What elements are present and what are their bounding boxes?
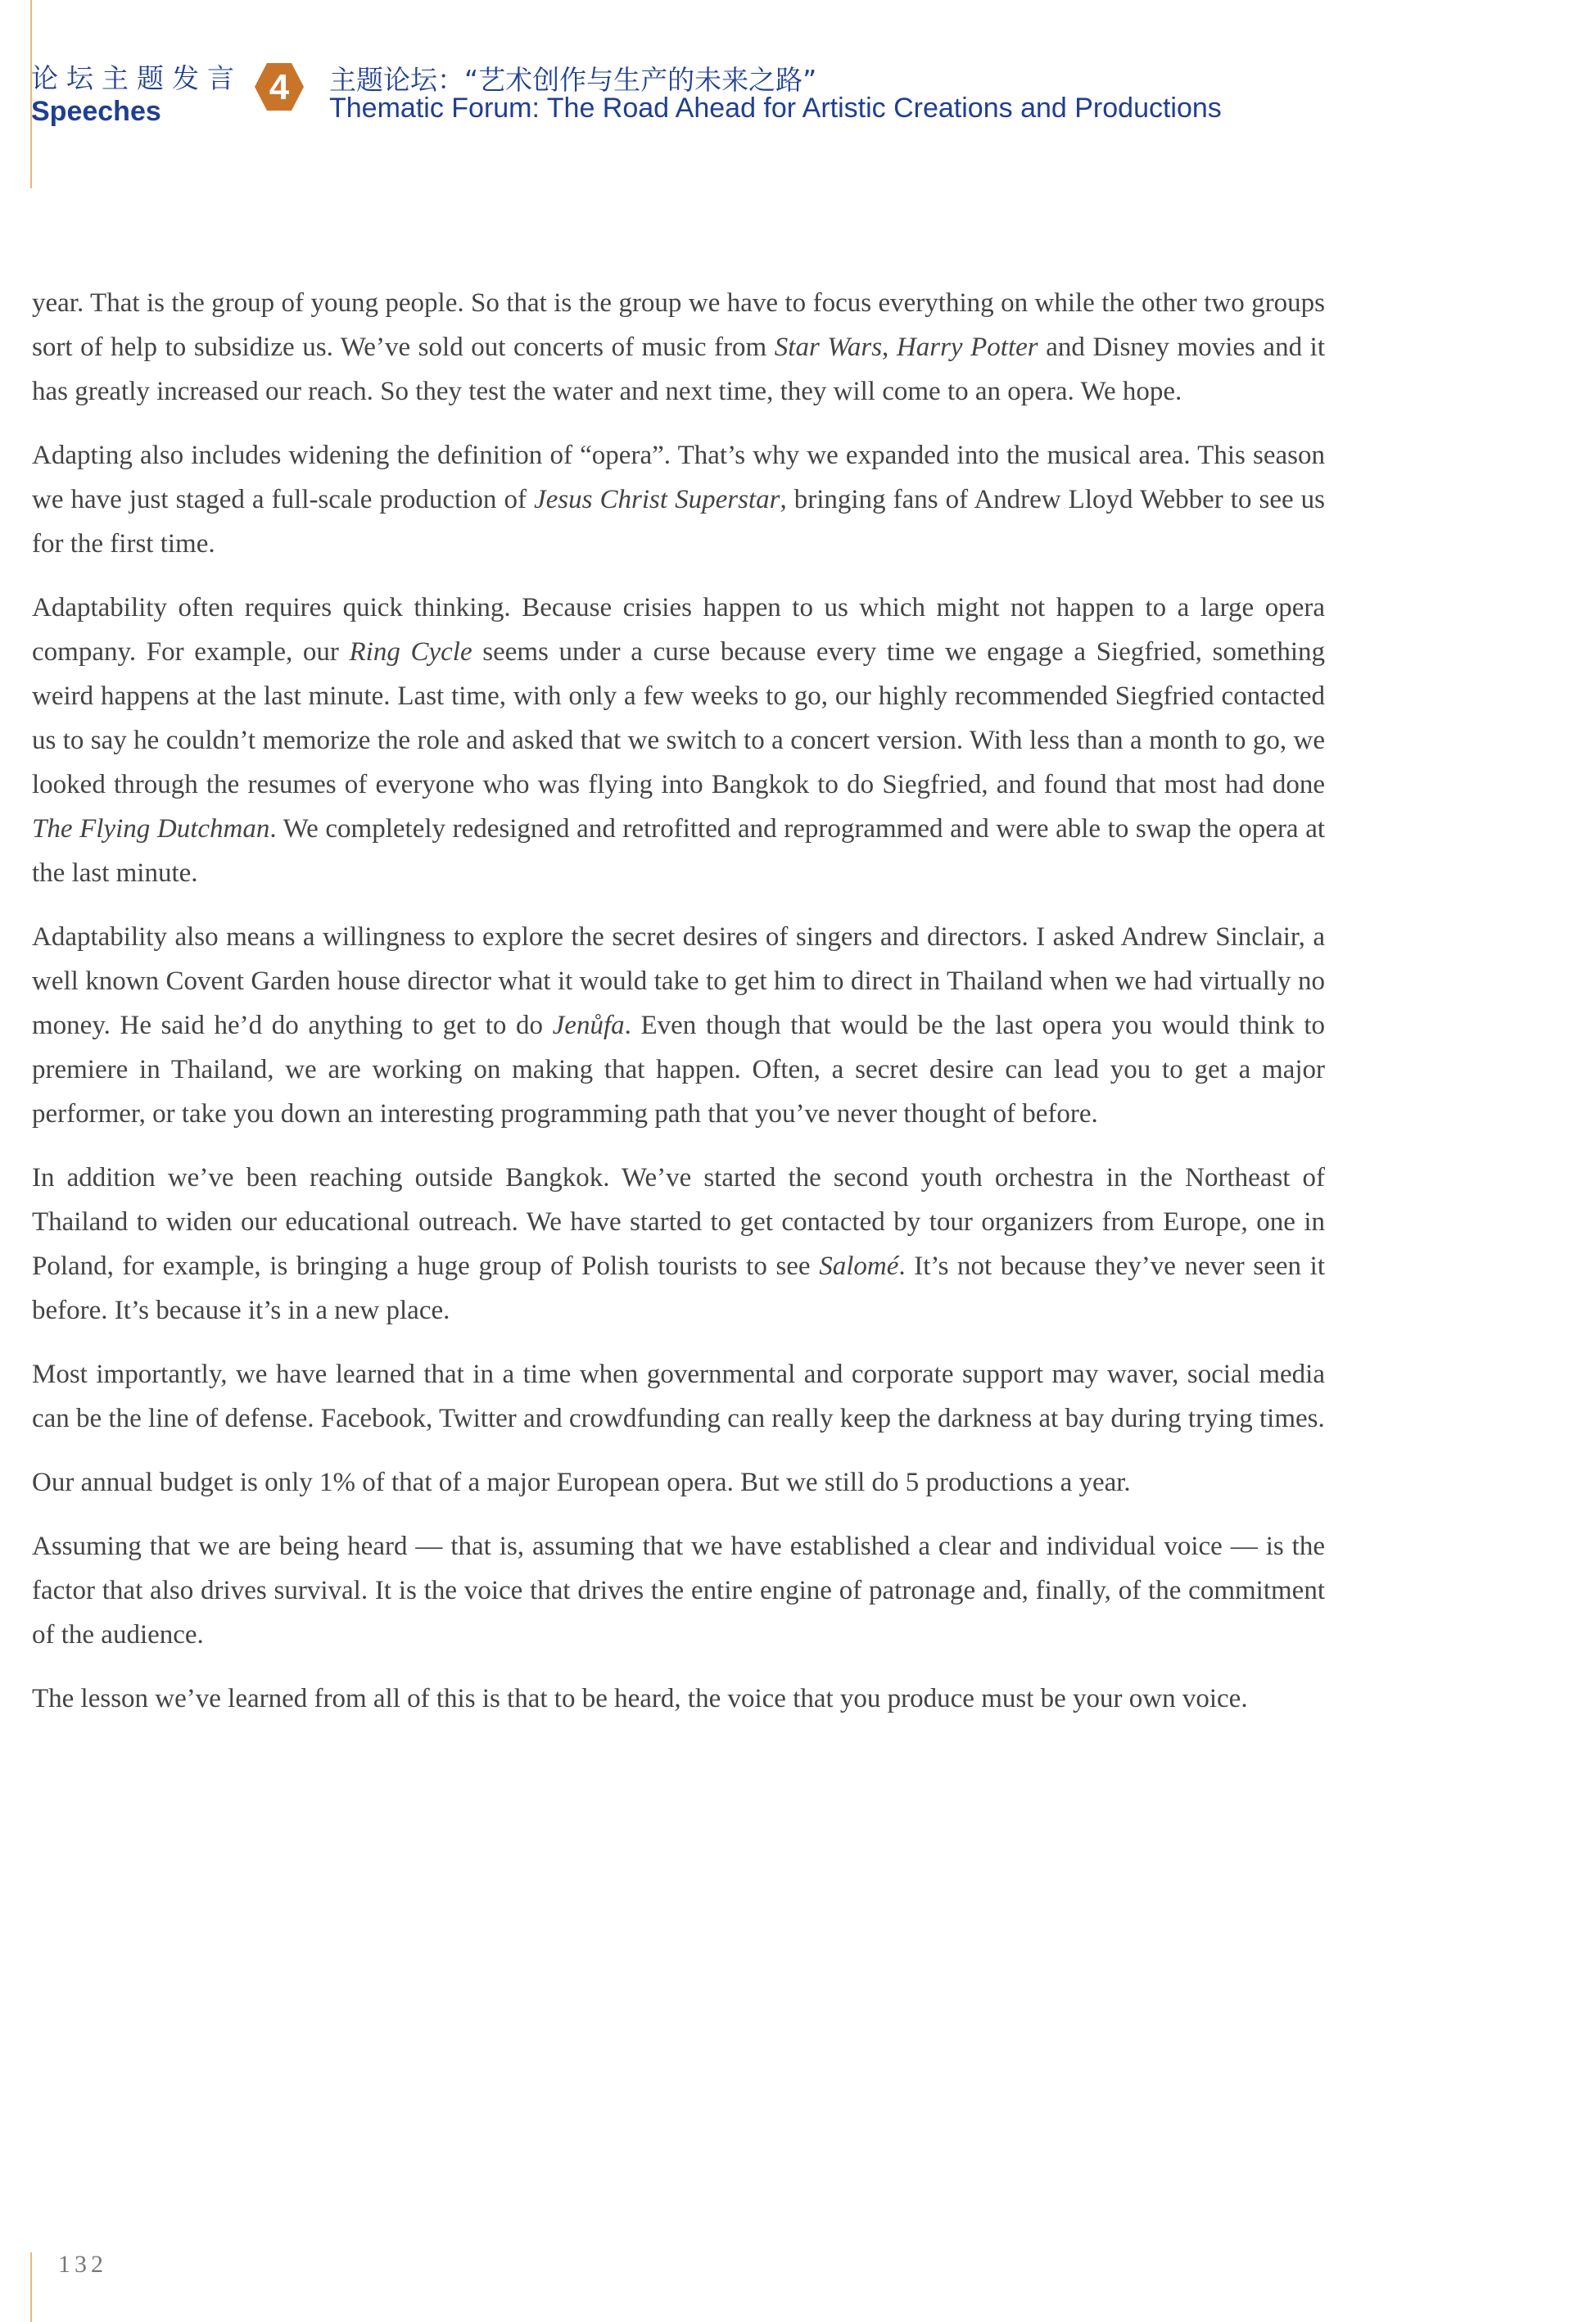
- work-title-italic: Jesus Christ Superstar: [533, 485, 780, 514]
- paragraph-text: seems under a curse because every time we engage a Siegfried, something weird happens at the last minute. Last time, with only a few weeks to go, our highly recommended Siegfried contacted us to say he couldn’t memorize the role and asked that we switch to a concert version. With less than a month to go, we looked through the resumes of everyone who was flying into Bangkok to do Siegfried, and found that most had done: [32, 637, 1325, 799]
- body-paragraph: [32, 915, 1325, 1136]
- paragraph-text: In addition we’ve been reaching outside Bangkok. We’ve started the second youth orchestra in the Northeast of Thailand to widen our educational outreach. We have started to get contacted by tour organizers from Europe, one in Poland, for example, is bringing a huge group of Polish tourists to see: [32, 1163, 1325, 1281]
- paragraph-text: Adaptability also means a willingness to explore the secret desires of singers and directors. I asked Andrew Sinclair, a well known Covent Garden house director what it would take to get him to direct in Thailand when we had virtually no money. He said he’d do anything to get to do: [32, 922, 1325, 1040]
- body-paragraph: [32, 1524, 1325, 1657]
- paragraph-text: . Even though that would be the last opera you would think to premiere in Thailand, we are working on making that happen. Often, a secret desire can lead you to get a major performer, or take you down an interesting programming path that you’ve never thought of before.: [32, 1011, 1325, 1129]
- paragraph-text: . We completely redesigned and retrofitted and reprogrammed and were able to swap the opera at the last minute.: [32, 814, 1326, 888]
- chapter-number-badge: [254, 61, 305, 112]
- paragraph-text: Adaptability often requires quick thinking. Because crisies happen to us which might not happen to a large opera company. For example, our: [32, 593, 1325, 667]
- work-title-italic: The Flying Dutchman: [32, 814, 270, 844]
- paragraph-text: , bringing fans of Andrew Lloyd Webber to see us for the first time.: [32, 485, 1326, 559]
- body-paragraph: [32, 1352, 1325, 1441]
- work-title-italic: Harry Potter: [896, 333, 1038, 362]
- work-title-italic: Star Wars: [774, 333, 883, 362]
- paragraph-text: Adapting also includes widening the definition of “opera”. That’s why we expanded into the musical area. This season we have just staged a full-scale production of: [32, 441, 1325, 514]
- body-paragraph: [32, 1460, 1325, 1505]
- section-title-en: Speeches: [31, 96, 161, 127]
- body-paragraph: [32, 281, 1325, 414]
- paragraph-text: and Disney movies and it has greatly increased our reach. So they test the water and next time, they will come to an opera. We hope.: [32, 333, 1326, 406]
- work-title-italic: Salomé: [819, 1252, 899, 1281]
- article-body: [32, 281, 1325, 1740]
- paragraph-text: Assuming that we are being heard — that is, assuming that we have established a clear and individual voice — is the factor that also drives survival. It is the voice that drives the entire engine of patronage and, finally, of the commitment of the audience.: [32, 1532, 1325, 1650]
- paragraph-text: . It’s not because they’ve never seen it before. It’s because it’s in a new place.: [32, 1252, 1325, 1325]
- body-paragraph: [32, 1677, 1325, 1721]
- paragraph-text: Most importantly, we have learned that in a time when governmental and corporate support may waver, social media can be the line of defense. Facebook, Twitter and crowdfunding can really keep the darkness at bay during trying times.: [32, 1360, 1325, 1433]
- paragraph-text: The lesson we’ve learned from all of this is that to be heard, the voice that you produce must be your own voice.: [32, 1684, 1248, 1713]
- body-paragraph: [32, 1156, 1325, 1333]
- body-paragraph: [32, 433, 1325, 566]
- chapter-number: 4: [269, 67, 290, 107]
- work-title-italic: Ring Cycle: [349, 637, 472, 667]
- work-title-italic: Jenůfa: [552, 1011, 625, 1040]
- body-paragraph: [32, 586, 1325, 895]
- paragraph-text: Our annual budget is only 1% of that of a major European opera. But we still do 5 productions a year.: [32, 1468, 1131, 1497]
- forum-title-cn: 主题论坛：“艺术创作与生产的未来之路”: [329, 64, 817, 96]
- footer-vertical-rule: [30, 2252, 32, 2322]
- section-title-cn: 论坛主题发言: [31, 62, 242, 94]
- paragraph-text: ,: [882, 333, 897, 362]
- paragraph-text: year. That is the group of young people. So that is the group we have to focus everything on while the other two groups sort of help to subsidize us. We’ve sold out concerts of music from: [32, 288, 1325, 362]
- page-number: 132: [58, 2251, 107, 2278]
- forum-title-en: Thematic Forum: The Road Ahead for Artistic Creations and Productions: [329, 93, 1222, 124]
